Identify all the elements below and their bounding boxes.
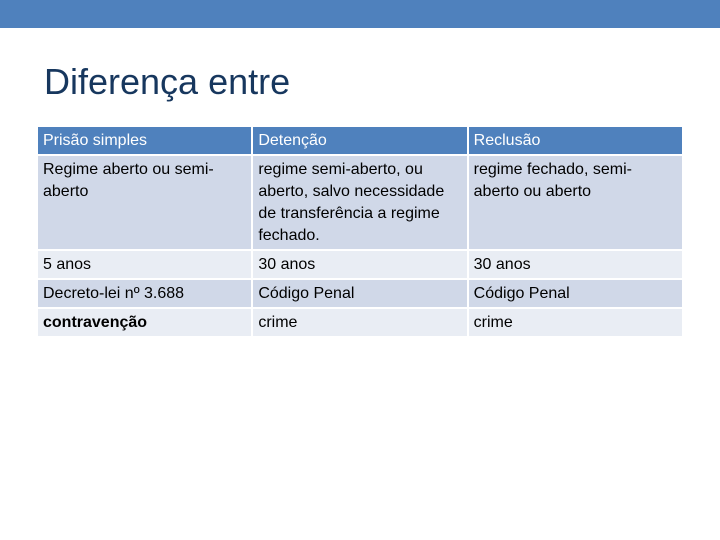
cell-tipo-detencao: crime <box>253 309 466 336</box>
table-row-tipo <box>38 309 682 336</box>
header-prisao-simples: Prisão simples <box>38 127 251 154</box>
cell-legislacao-detencao: Código Penal <box>253 280 466 307</box>
table-row-regime <box>38 156 682 249</box>
table-row-legislacao <box>38 280 682 307</box>
table-header-row <box>38 127 682 154</box>
cell-regime-reclusao: regime fechado, semi-aberto ou aberto <box>469 156 682 249</box>
table-row-duracao <box>38 251 682 278</box>
cell-duracao-prisao-simples: 5 anos <box>38 251 251 278</box>
cell-duracao-reclusao: 30 anos <box>469 251 682 278</box>
header-reclusao: Reclusão <box>469 127 682 154</box>
comparison-table <box>36 125 684 338</box>
cell-legislacao-prisao-simples: Decreto-lei nº 3.688 <box>38 280 251 307</box>
slide-title: Diferença entre <box>44 61 291 102</box>
header-detencao: Detenção <box>253 127 466 154</box>
top-accent-bar <box>0 0 720 28</box>
cell-regime-detencao: regime semi-aberto, ou aberto, salvo necessidade de transferência a regime fechado. <box>253 156 466 249</box>
cell-legislacao-reclusao: Código Penal <box>469 280 682 307</box>
cell-tipo-prisao-simples: contravenção <box>38 309 251 336</box>
cell-tipo-reclusao: crime <box>469 309 682 336</box>
cell-duracao-detencao: 30 anos <box>253 251 466 278</box>
cell-regime-prisao-simples: Regime aberto ou semi-aberto <box>38 156 251 249</box>
